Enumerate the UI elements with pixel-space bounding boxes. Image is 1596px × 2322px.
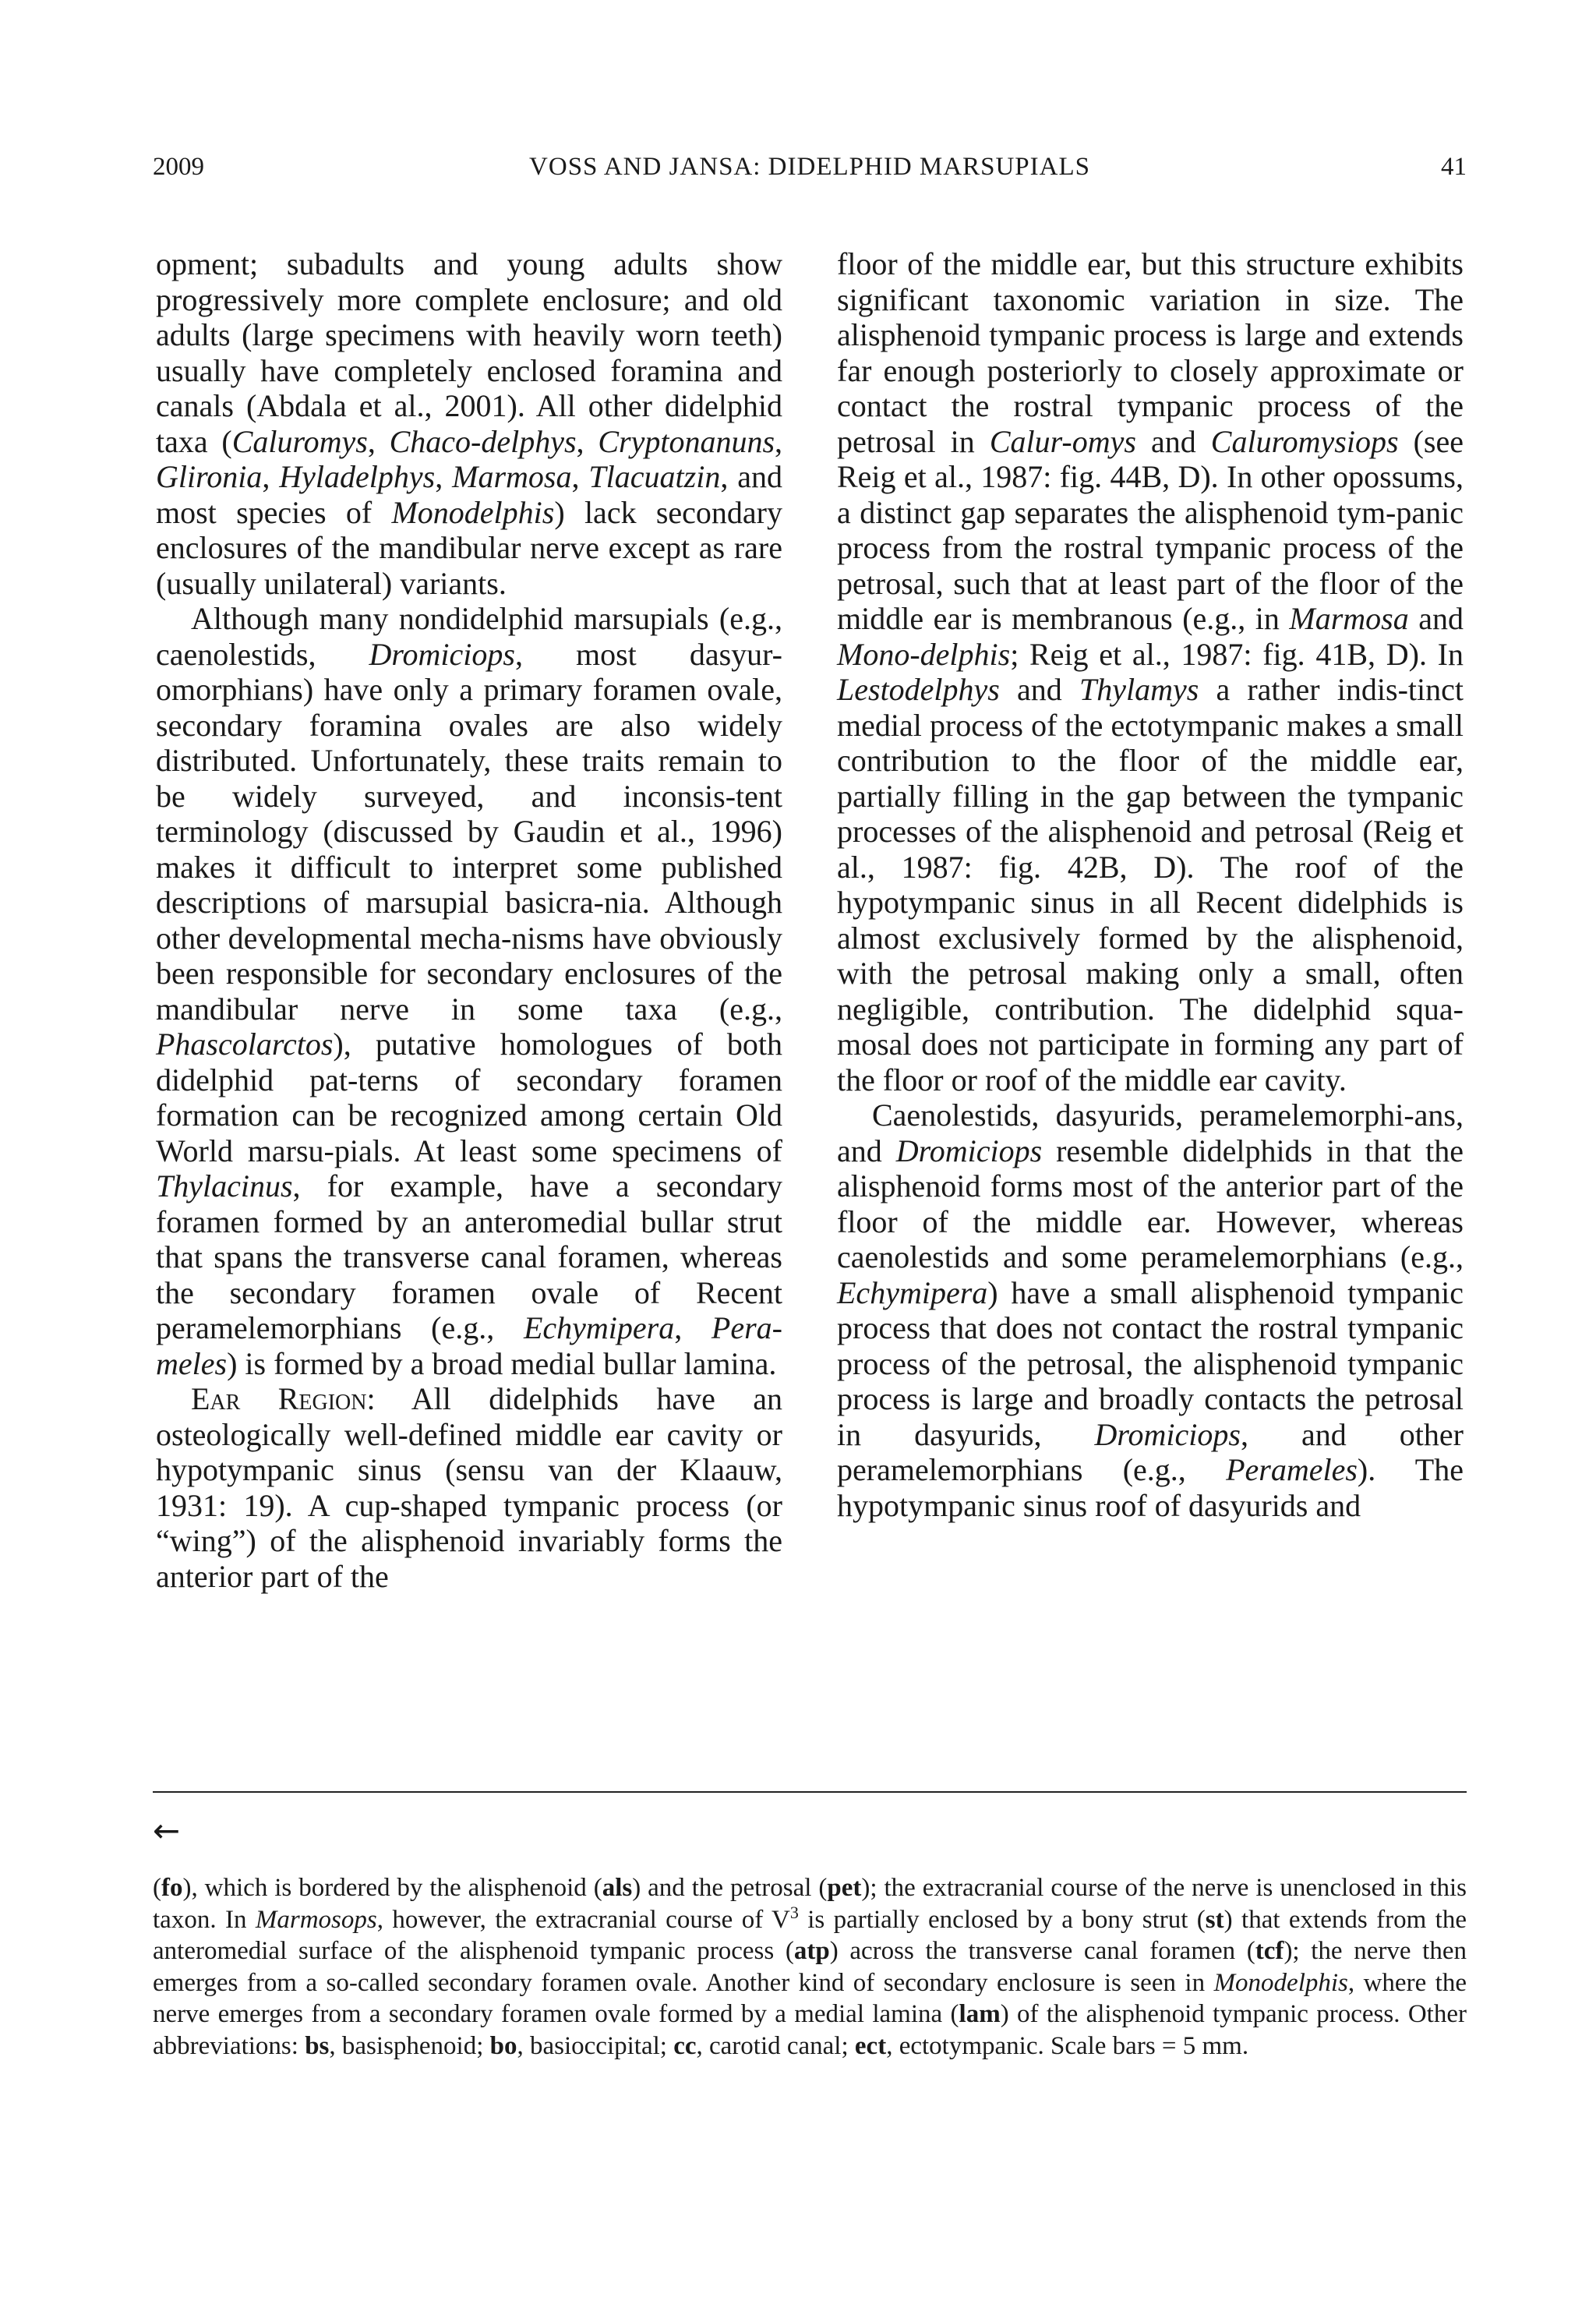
paragraph: opment; subadults and young adults show progressively more complete enclosure; and old adults (large specimens with heavily worn teeth) usually have completely enclosed foramina and canals (Abdala et al., 2001). All other didelphid taxa (Caluromys, Chaco-delphys, Cryptonanuns, Glironia, Hyladelphys, Marmosa, Tlacuatzin, and most species of Monodelphis) lack secondary enclosures of the mandibular nerve except as rare (usually unilateral) variants. [156, 246, 783, 601]
paragraph: Ear Region: All didelphids have an osteologically well-defined middle ear cavity or hypotympanic sinus (sensu van der Klaauw, 1931: 19). A cup-shaped tympanic process (or “wing”) of the alisphenoid invariably forms the anterior part of the [156, 1381, 782, 1594]
figure-caption [153, 1872, 1467, 2062]
footnote-divider [153, 1791, 1467, 1793]
page-number: 41 [1441, 153, 1467, 181]
arrow-left-icon: ← [153, 1811, 181, 1850]
header-title: VOSS AND JANSA: DIDELPHID MARSUPIALS [529, 153, 1090, 181]
right-column [837, 246, 1464, 1523]
paragraph: Although many nondidelphid marsupials (e.g., caenolestids, Dromiciops, most dasyur-omorphians) have only a primary foramen ovale, secondary foramina ovales are also widely distributed. Unfortunately, these traits remain to be widely surveyed, and inconsis-tent terminology (discussed by Gaudin et al., 1996) makes it difficult to interpret some published descriptions of marsupial basicra-nia. Although other developmental mecha-nisms have obviously been responsible for secondary enclosures of the mandibular nerve in some taxa (e.g., Phascolarctos), putative homologues of both didelphid pat-terns of secondary foramen formation can be recognized among certain Old World marsu-pials. At least some specimens of Thylacinus, for example, have a secondary foramen formed by an anteromedial bullar strut that spans the transverse canal foramen, whereas the secondary foramen ovale of Recent peramelemorphians (e.g., Echymipera, Pera-meles) is formed by a broad medial bullar lamina. [156, 601, 782, 1381]
paragraph: Caenolestids, dasyurids, peramelemorphi-ans, and Dromiciops resemble didelphids in that the alisphenoid forms most of the anterior part of the floor of the middle ear. However, whereas caenolestids and some peramelemorphians (e.g., Echymipera) have a small alisphenoid tympanic process that does not contact the rostral tympanic process of the petrosal, the alisphenoid tympanic process is large and broadly contacts the petrosal in dasyurids, Dromiciops, and other peramelemorphians (e.g., Perameles). The hypotympanic sinus roof of dasyurids and [837, 1097, 1464, 1523]
header-year: 2009 [153, 153, 204, 181]
paragraph: floor of the middle ear, but this structure exhibits significant taxonomic variation in size. The alisphenoid tympanic process is large and extends far enough posteriorly to closely approximate or contact the rostral tympanic process of the petrosal in Calur-omys and Caluromysiops (see Reig et al., 1987: fig. 44B, D). In other opossums, a distinct gap separates the alisphenoid tym-panic process from the rostral tympanic process of the petrosal, such that at least part of the floor of the middle ear is membranous (e.g., in Marmosa and Mono-delphis; Reig et al., 1987: fig. 41B, D). In Lestodelphys and Thylamys a rather indis-tinct medial process of the ectotympanic makes a small contribution to the floor of the middle ear, partially filling in the gap between the tympanic processes of the alisphenoid and petrosal (Reig et al., 1987: fig. 42B, D). The roof of the hypotympanic sinus in all Recent didelphids is almost exclusively formed by the alisphenoid, with the petrosal making only a small, often negligible, contribution. The didelphid squa-mosal does not participate in forming any part of the floor or roof of the middle ear cavity. [837, 246, 1464, 1097]
caption-text: (fo), which is bordered by the alisphenoid (als) and the petrosal (pet); the extracranial course of the nerve is unenclosed in this taxon. In Marmosops, however, the extracranial course of $V^3$ is partially enclosed by a bony strut (st) that extends from the anteromedial surface of the alisphenoid tympanic process (atp) across the transverse canal foramen (tcf); the nerve then emerges from a so-called secondary foramen ovale. Another kind of secondary enclosure is seen in Monodelphis, where the nerve emerges from a secondary foramen ovale formed by a medial lamina (lam) of the alisphenoid tympanic process. Other abbreviations: bs, basisphenoid; bo, basioccipital; cc, carotid canal; ect, ectotympanic. Scale bars = 5 mm. [153, 1874, 1467, 2060]
section-heading: Ear Region: [191, 1381, 376, 1416]
running-header [153, 143, 1467, 190]
left-column [156, 246, 782, 1594]
